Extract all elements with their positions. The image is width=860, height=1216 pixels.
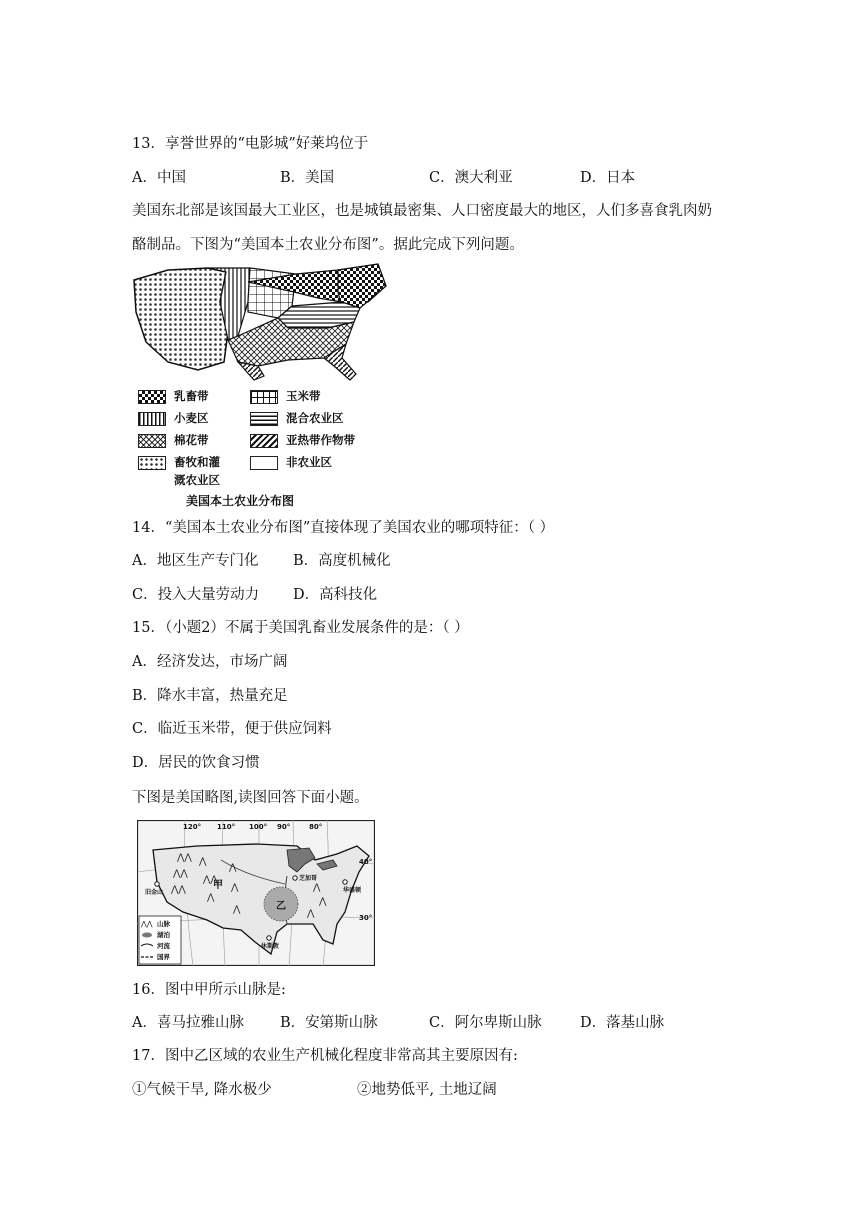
q13-option-b: B．美国 <box>280 170 335 186</box>
svg-text:⋀⋀: ⋀⋀ <box>173 869 188 879</box>
us-agriculture-map <box>128 262 390 384</box>
legend-swatch-subtropical <box>250 434 278 448</box>
q14-option-c: C．投入大量劳动力 <box>132 587 260 603</box>
q16-option-a: A．喜马拉雅山脉 <box>132 1015 244 1031</box>
map-lon-90: 90° <box>277 823 291 831</box>
q15-option-a: A．经济发达，市场广阔 <box>132 654 288 670</box>
us-sketch-map-figure <box>137 820 375 966</box>
q16-option-d: D．落基山脉 <box>580 1015 665 1031</box>
svg-text:⋀: ⋀ <box>229 863 237 873</box>
q15-option-d: D．居民的饮食习惯 <box>132 755 260 771</box>
map-lon-100: 100° <box>249 823 268 831</box>
legend-label-dairy: 乳畜带 <box>174 389 209 403</box>
map-lat-30: 30° <box>359 914 373 922</box>
legend-label-nonagri: 非农业区 <box>286 455 332 469</box>
svg-text:⋀⋀: ⋀⋀ <box>203 875 218 885</box>
map-region-jia: 甲 <box>213 880 223 891</box>
legend-swatch-mixed <box>250 412 278 426</box>
q16-option-b: B．安第斯山脉 <box>280 1015 378 1031</box>
svg-text:⋀: ⋀ <box>233 905 241 915</box>
legend-swatch-corn <box>250 390 278 404</box>
map-lon-120: 120° <box>183 823 202 831</box>
q13-option-d: D．日本 <box>580 170 636 186</box>
q13-stem: 13．享誉世界的“电影城”好莱坞位于 <box>132 136 369 152</box>
intro-paragraph-line1: 美国东北部是该国最大工业区，也是城镇最密集、人口密度最大的地区，人们多喜食乳肉奶 <box>132 203 712 219</box>
legend-label-subtropical: 亚热带作物带 <box>286 433 355 447</box>
q16-option-c: C．阿尔卑斯山脉 <box>429 1015 542 1031</box>
svg-text:⋀⋀: ⋀⋀ <box>171 885 186 895</box>
legend-label-cotton: 棉花带 <box>174 433 209 447</box>
svg-text:⋀: ⋀ <box>307 909 315 919</box>
us-sketch-map <box>137 820 375 966</box>
q14-option-d: D．高科技化 <box>293 587 378 603</box>
legend-swatch-wheat <box>138 412 166 426</box>
map-city-houston: 休斯敦 <box>261 943 280 950</box>
q15-option-b: B．降水丰富，热量充足 <box>132 688 288 704</box>
legend-swatch-nonagri <box>250 456 278 470</box>
svg-text:⋀⋀: ⋀⋀ <box>141 920 153 928</box>
q15-stem: 15．（小题2）不属于美国乳畜业发展条件的是：（ ） <box>132 620 469 636</box>
q13-option-a: A．中国 <box>132 170 186 186</box>
map-legend-river: 河流 <box>157 942 170 950</box>
us-agriculture-figure <box>128 262 390 512</box>
q15-option-c: C．临近玉米带，便于供应饲料 <box>132 721 332 737</box>
map-legend-lake: 湖泊 <box>157 931 170 939</box>
legend-label-ranch-line2: 溉农业区 <box>174 473 220 487</box>
svg-text:⋀: ⋀ <box>199 857 207 867</box>
legend-swatch-dairy <box>138 390 166 404</box>
q17-item-1: ①气候干旱, 降水极少 <box>132 1082 272 1098</box>
map-city-washington: 华盛顿 <box>343 887 362 894</box>
q14-stem: 14．“美国本土农业分布图”直接体现了美国农业的哪项特征：（ ） <box>132 520 555 536</box>
legend-label-wheat: 小麦区 <box>174 411 209 425</box>
q14-option-a: A．地区生产专门化 <box>132 553 259 569</box>
q16-stem: 16．图中甲所示山脉是: <box>132 982 286 998</box>
svg-text:⋀⋀: ⋀⋀ <box>177 853 192 863</box>
map-lon-80: 80° <box>309 823 323 831</box>
svg-text:⋀: ⋀ <box>319 897 327 907</box>
map-legend-border: 国界 <box>157 953 170 961</box>
map-city-san-francisco: 旧金山 <box>145 889 164 896</box>
intro-paragraph-line2: 酪制品。下图为“美国本土农业分布图”。据此完成下列问题。 <box>132 237 524 253</box>
legend-label-corn: 玉米带 <box>286 389 321 403</box>
map-lon-110: 110° <box>217 823 236 831</box>
legend-swatch-cotton <box>138 434 166 448</box>
legend-label-ranch-line1: 畜牧和灌 <box>174 455 220 469</box>
map-legend-mountain: 山脉 <box>157 920 170 928</box>
map-lat-40: 40° <box>359 858 373 866</box>
q14-option-b: B．高度机械化 <box>293 553 391 569</box>
legend-label-mixed: 混合农业区 <box>286 411 344 425</box>
svg-text:⋀: ⋀ <box>207 893 215 903</box>
q17-stem: 17．图中乙区域的农业生产机械化程度非常高其主要原因有: <box>132 1048 518 1064</box>
map-region-yi: 乙 <box>276 901 286 912</box>
figure1-caption: 美国本土农业分布图 <box>186 494 295 508</box>
map-city-chicago: 芝加哥 <box>299 875 318 882</box>
q13-option-c: C．澳大利亚 <box>429 170 513 186</box>
legend-swatch-ranch <box>138 456 166 470</box>
svg-text:⋀: ⋀ <box>231 883 239 893</box>
q17-item-2: ②地势低平, 土地辽阔 <box>357 1082 497 1098</box>
intro-map-text: 下图是美国略图,读图回答下面小题。 <box>132 790 369 806</box>
svg-text:⋀: ⋀ <box>313 883 321 893</box>
